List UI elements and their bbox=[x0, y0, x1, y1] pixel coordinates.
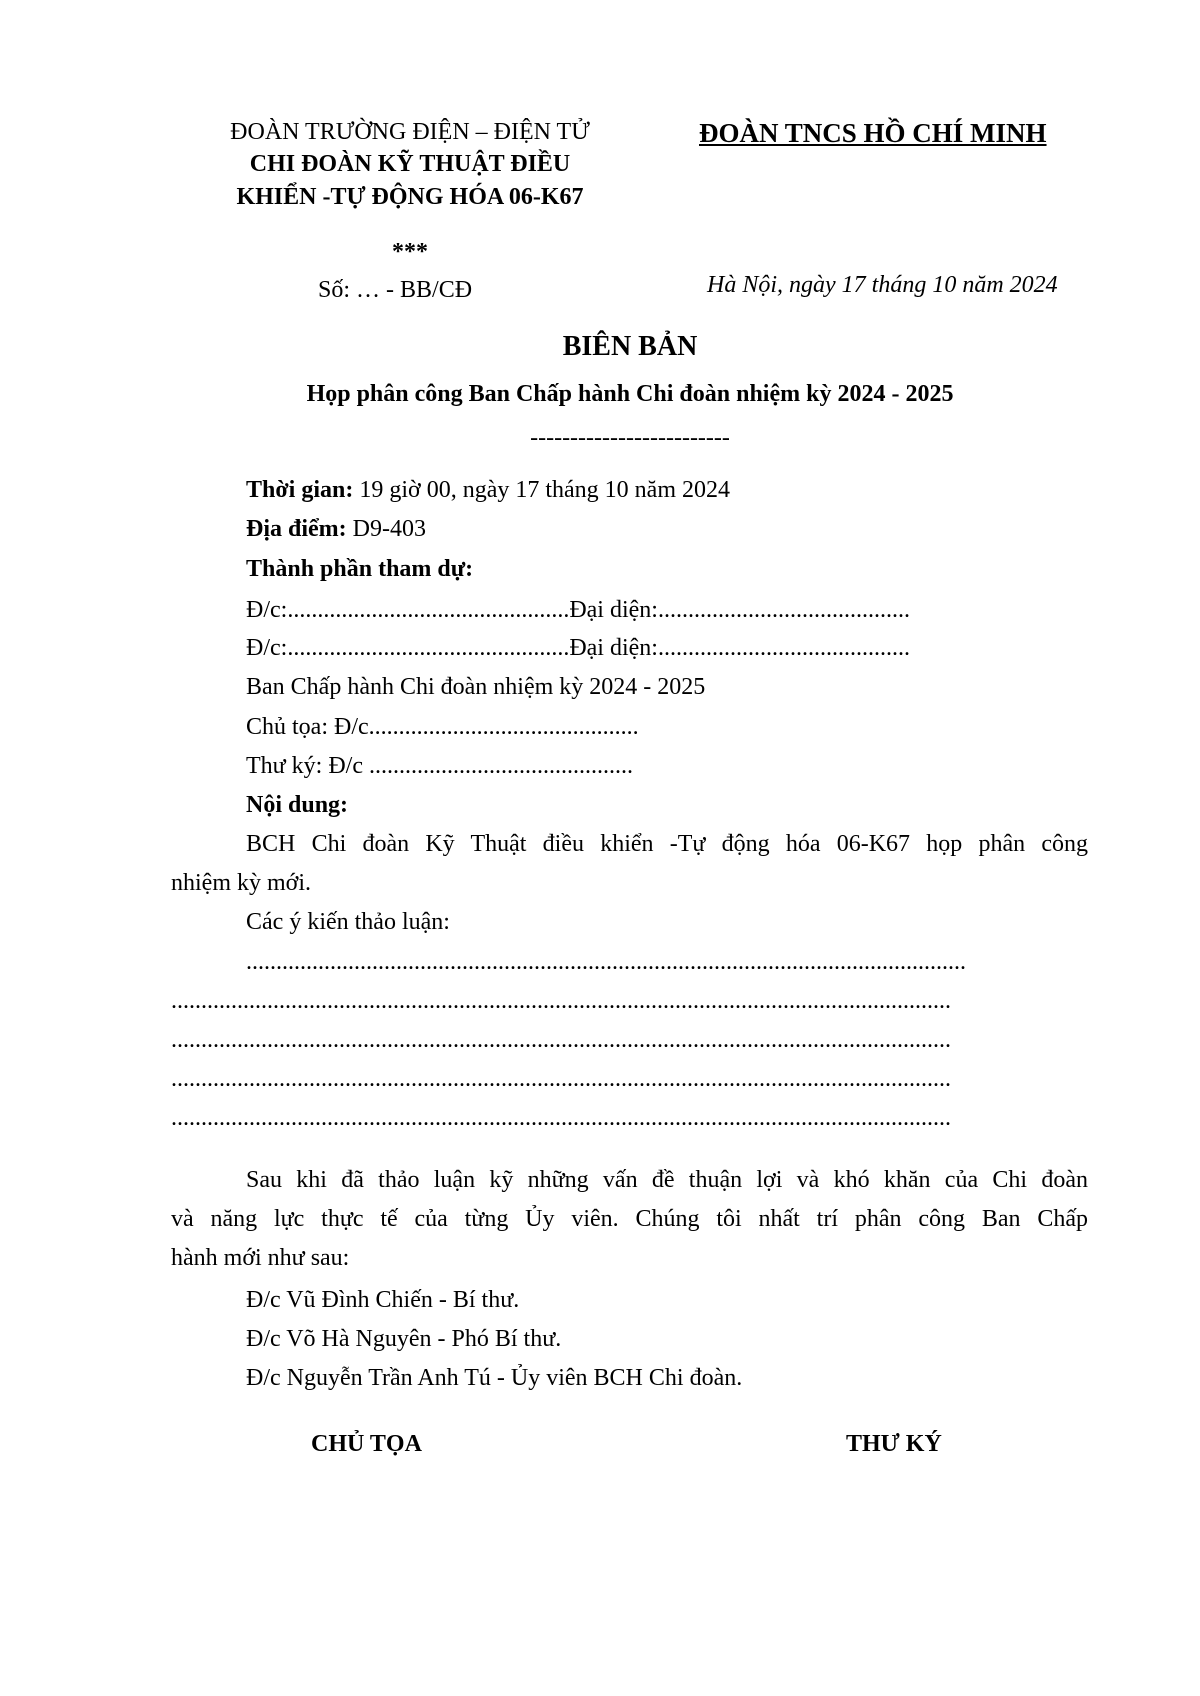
discussion-label: Các ý kiến thảo luận: bbox=[246, 909, 450, 935]
content-paragraph-2-line-3: hành mới như sau: bbox=[171, 1245, 350, 1271]
title-separator: ------------------------- bbox=[530, 425, 730, 451]
content-paragraph-1-line-1: BCH Chi đoàn Kỹ Thuật điều khiển -Tự động hóa 06-K67 họp phân công bbox=[246, 831, 1088, 857]
discussion-dot-line-first: ........................................................................................................................ bbox=[246, 949, 966, 975]
place-label: Địa điểm: bbox=[246, 516, 347, 542]
chair-line: Chủ tọa: Đ/c............................................. bbox=[246, 714, 639, 740]
place-line bbox=[246, 515, 426, 544]
page-title: BIÊN BẢN bbox=[562, 331, 698, 362]
attendee-line-1: Đ/c:...............................................Đại diện:.......................................... bbox=[246, 597, 910, 623]
assignment-item: Đ/c Vũ Đình Chiến - Bí thư. bbox=[246, 1287, 520, 1313]
signature-secretary: THƯ KÝ bbox=[846, 1431, 942, 1457]
header-left-line3: KHIỂN -TỰ ĐỘNG HÓA 06-K67 bbox=[236, 184, 584, 210]
header-stars: *** bbox=[392, 239, 428, 265]
committee-line: Ban Chấp hành Chi đoàn nhiệm kỳ 2024 - 2025 bbox=[246, 674, 706, 700]
assignment-item: Đ/c Nguyễn Trần Anh Tú - Ủy viên BCH Chi đoàn. bbox=[246, 1365, 743, 1391]
discussion-dot-line: .................................................................................................................................. bbox=[171, 1066, 951, 1092]
attendee-line-2: Đ/c:...............................................Đại diện:.......................................... bbox=[246, 635, 910, 661]
place-value: D9-403 bbox=[346, 516, 426, 542]
content-paragraph-1-line-2: nhiệm kỳ mới. bbox=[171, 870, 312, 896]
header-left-line1: ĐOÀN TRƯỜNG ĐIỆN – ĐIỆN TỬ bbox=[230, 119, 590, 145]
header-left-line2: CHI ĐOÀN KỸ THUẬT ĐIỀU bbox=[249, 151, 571, 177]
attendees-label: Thành phần tham dự: bbox=[246, 556, 474, 582]
discussion-dot-line: .................................................................................................................................. bbox=[171, 1027, 951, 1053]
content-paragraph-2-line-2: và năng lực thực tế của từng Ủy viên. Chúng tôi nhất trí phân công Ban Chấp bbox=[171, 1206, 1088, 1232]
page-subtitle: Họp phân công Ban Chấp hành Chi đoàn nhiệm kỳ 2024 - 2025 bbox=[306, 381, 954, 407]
content-paragraph-2-line-1: Sau khi đã thảo luận kỹ những vấn đề thuận lợi và khó khăn của Chi đoàn bbox=[246, 1167, 1088, 1193]
time-value: 19 giờ 00, ngày 17 tháng 10 năm 2024 bbox=[353, 477, 730, 503]
header-org: ĐOÀN TNCS HỒ CHÍ MINH bbox=[699, 118, 1047, 148]
signature-chair: CHỦ TỌA bbox=[311, 1431, 422, 1457]
document-number: Số: … - BB/CĐ bbox=[318, 277, 473, 303]
discussion-dot-line: .................................................................................................................................. bbox=[171, 1105, 951, 1131]
time-line bbox=[246, 476, 730, 505]
content-label: Nội dung: bbox=[246, 792, 349, 818]
assignment-item: Đ/c Võ Hà Nguyên - Phó Bí thư. bbox=[246, 1326, 562, 1352]
secretary-line: Thư ký: Đ/c ............................................ bbox=[246, 753, 633, 779]
time-label: Thời gian: bbox=[246, 477, 354, 503]
date-place: Hà Nội, ngày 17 tháng 10 năm 2024 bbox=[707, 272, 1058, 298]
discussion-dot-line: .................................................................................................................................. bbox=[171, 988, 951, 1014]
